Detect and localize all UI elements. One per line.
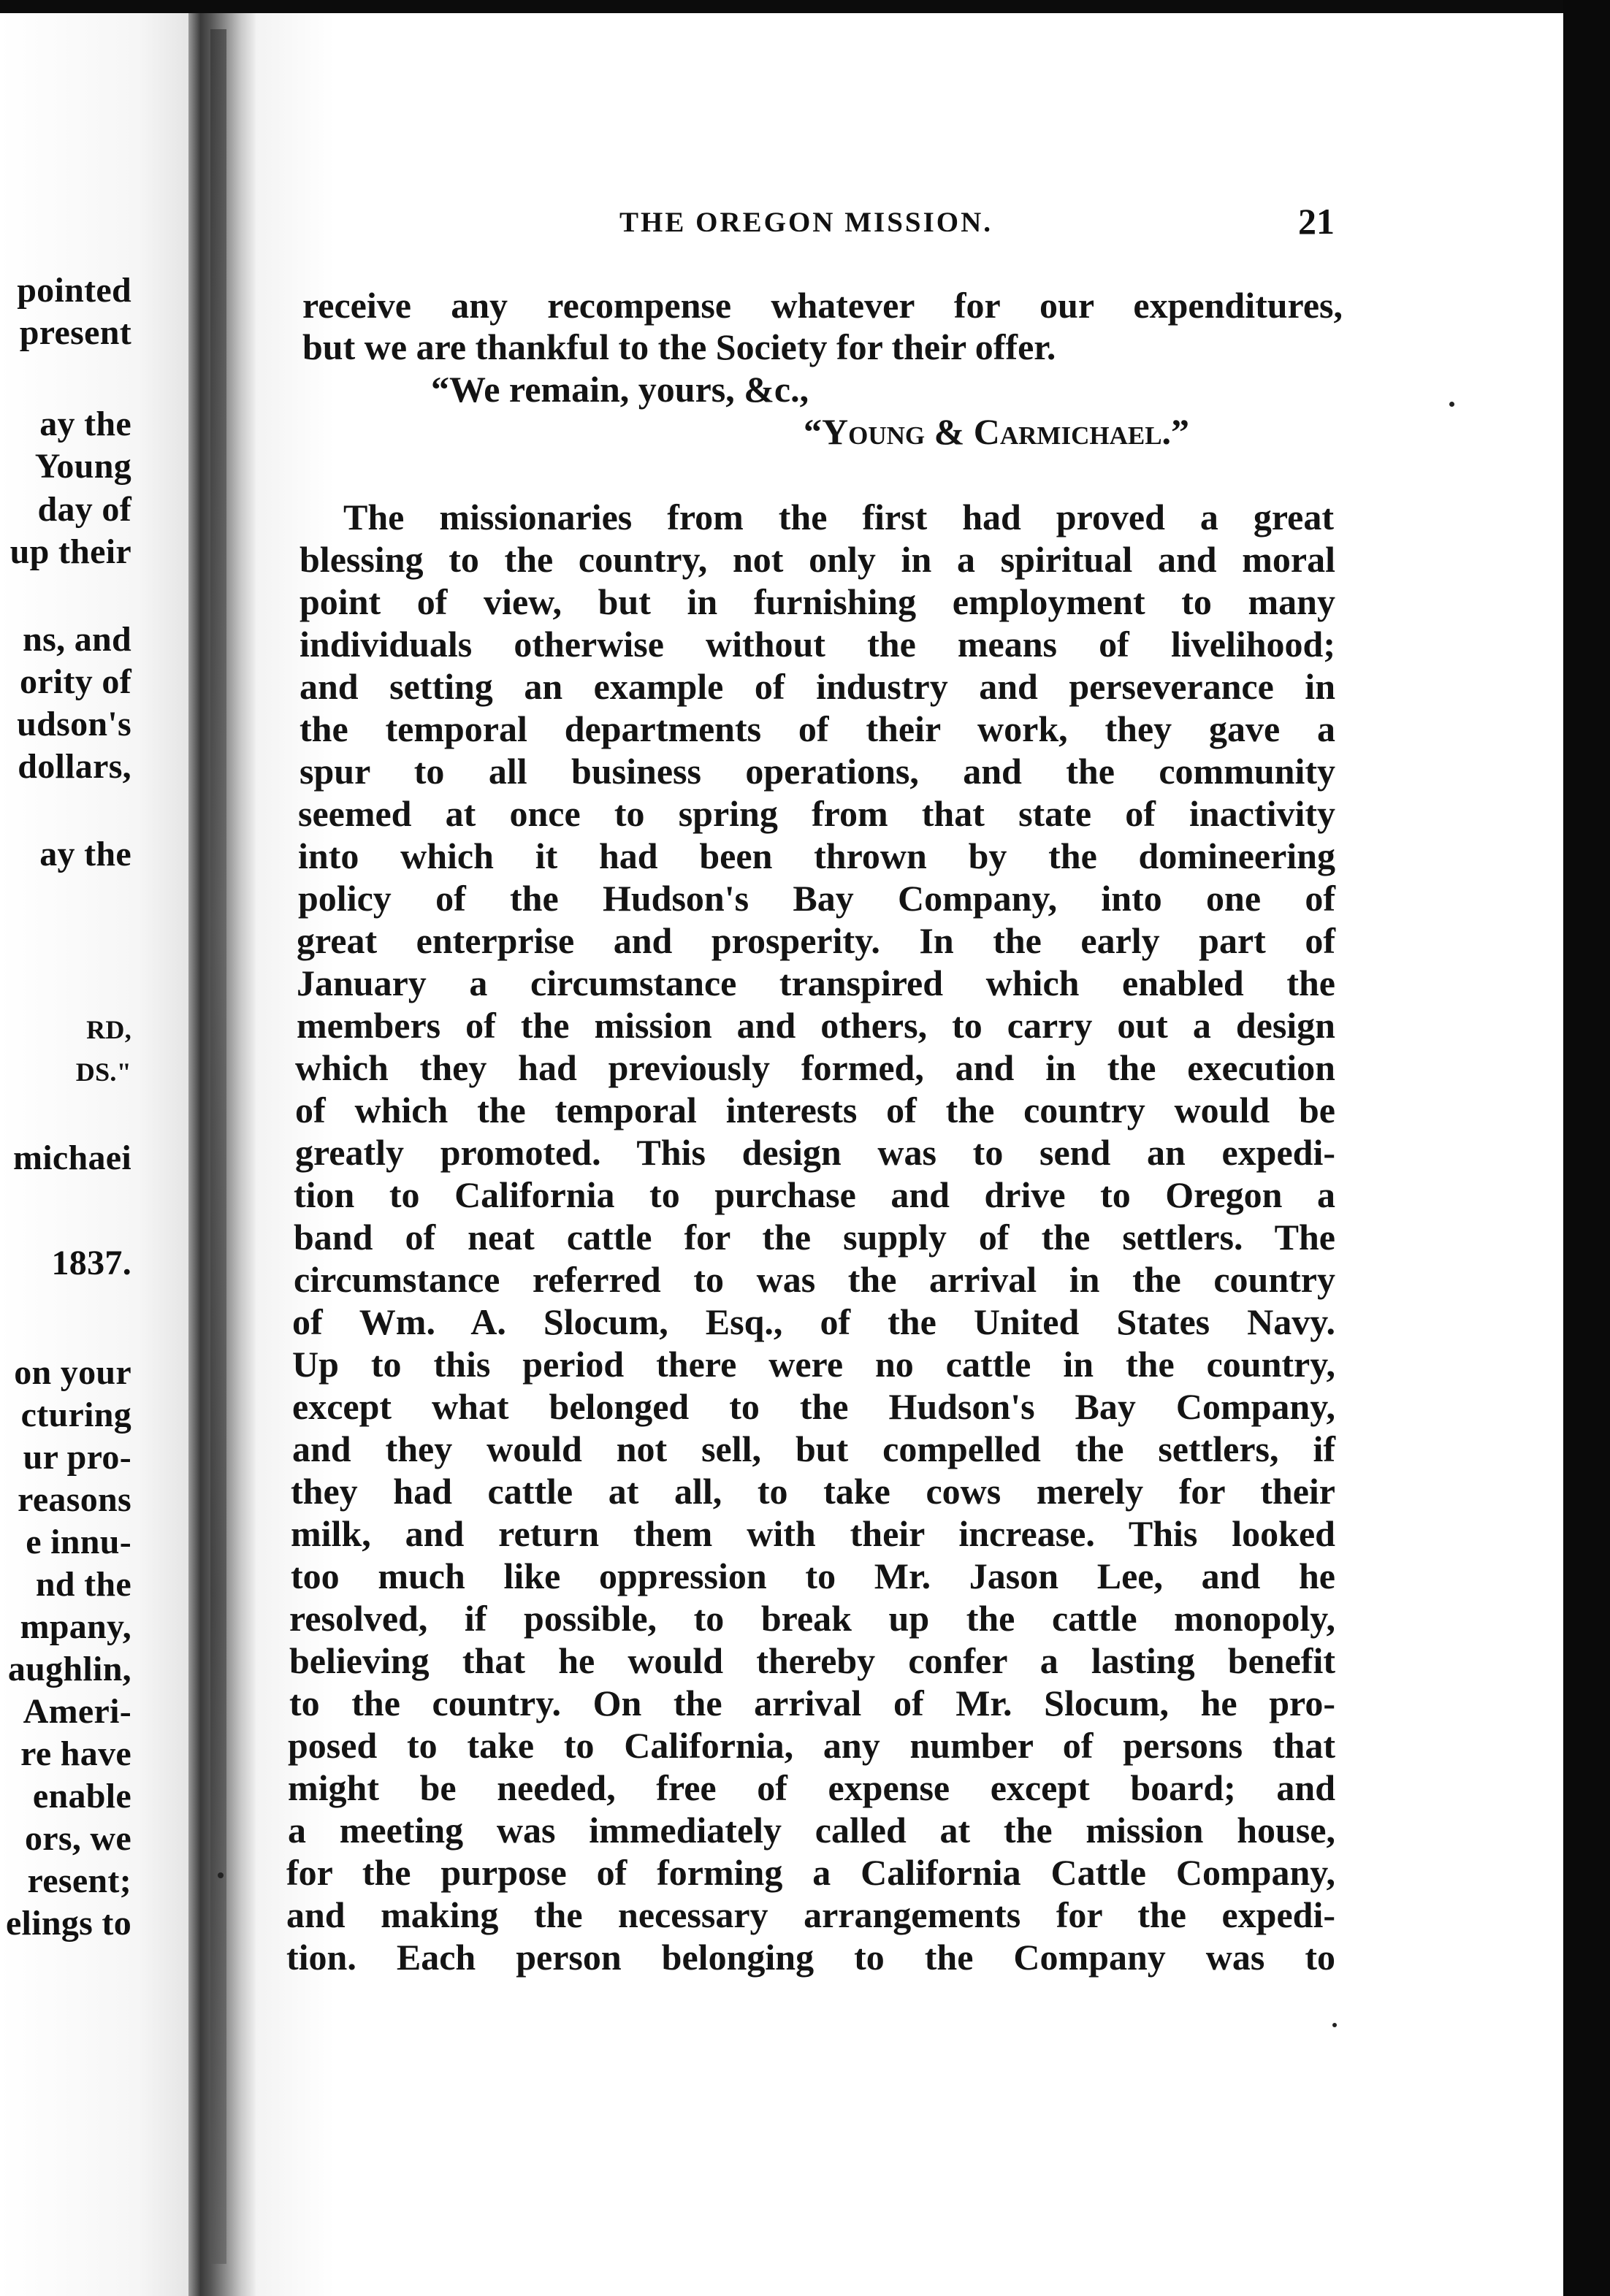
left-fragment-line: ority of: [19, 662, 131, 701]
left-fragment-line: reasons: [18, 1480, 131, 1519]
letter-signature: “Young & Carmichael.”: [804, 411, 1190, 452]
left-fragment-line: up their: [9, 532, 131, 571]
left-fragment-line: ay the: [39, 835, 131, 873]
body-text-line: greatly promoted. This design was to send an expedi-: [295, 1132, 1335, 1173]
body-text-line: point of view, but in furnishing employment to many: [300, 581, 1335, 622]
left-fragment-line: elings to: [5, 1904, 131, 1943]
left-fragment-line: resent;: [27, 1861, 131, 1900]
body-text-line: of Wm. A. Slocum, Esq., of the United States Navy.: [292, 1301, 1335, 1342]
facing-left-page: [0, 0, 197, 2296]
left-fragment-line: present: [19, 313, 131, 352]
left-fragment-line: dollars,: [18, 747, 131, 786]
left-fragment-line: cturing: [20, 1396, 131, 1434]
left-fragment-line: pointed: [17, 271, 131, 310]
body-text-line: they had cattle at all, to take cows merely for their: [291, 1471, 1335, 1512]
body-text-line: spur to all business operations, and the community: [300, 751, 1335, 792]
left-page-text-fragments: [0, 0, 197, 2296]
left-fragment-line: DS.": [75, 1057, 131, 1087]
letter-closing: “We remain, yours, &c.,: [431, 369, 809, 410]
left-fragment-line: ns, and: [23, 620, 131, 659]
body-text-line: members of the mission and others, to carry out a design: [297, 1005, 1335, 1046]
body-text-line: of which the temporal interests of the country would be: [295, 1090, 1335, 1130]
body-text-line: policy of the Hudson's Bay Company, into one of: [298, 878, 1335, 919]
body-text-line: resolved, if possible, to break up the cattle monopoly,: [289, 1598, 1335, 1639]
body-text-line: individuals otherwise without the means of livelihood;: [300, 624, 1335, 665]
body-text-line: the temporal departments of their work, they gave a: [300, 708, 1335, 749]
body-text-line: believing that he would thereby confer a lasting benefit: [289, 1640, 1335, 1681]
body-text-line: tion. Each person belonging to the Company was to: [286, 1937, 1335, 1978]
left-fragment-line: Ameri-: [23, 1692, 131, 1731]
left-fragment-line: mpany,: [20, 1607, 131, 1646]
left-fragment-line: michaei: [12, 1139, 131, 1177]
running-head-title: THE OREGON MISSION.: [619, 207, 993, 238]
body-text-line: milk, and return them with their increase. This looked: [291, 1513, 1335, 1554]
left-fragment-line: 1837.: [51, 1244, 131, 1282]
gutter-shadow: [210, 29, 226, 2264]
body-text-line: and making the necessary arrangements for the expedi-: [286, 1894, 1335, 1935]
body-text-line: and setting an example of industry and perseverance in: [300, 666, 1335, 707]
left-fragment-line: re have: [20, 1734, 131, 1773]
body-text-line: receive any recompense whatever for our expenditures,: [302, 285, 1343, 326]
body-text-line: but we are thankful to the Society for their offer.: [302, 326, 1056, 367]
body-text-line: The missionaries from the first had proved a great: [343, 497, 1334, 537]
body-text-line: January a circumstance transpired which enabled the: [297, 963, 1335, 1003]
body-text-line: except what belonged to the Hudson's Bay Company,: [292, 1386, 1335, 1427]
left-fragment-line: day of: [37, 490, 131, 529]
left-fragment-line: enable: [32, 1777, 131, 1815]
left-fragment-line: e innu-: [26, 1523, 131, 1561]
left-fragment-line: nd the: [35, 1565, 131, 1604]
body-text-line: band of neat cattle for the supply of the settlers. The: [294, 1217, 1335, 1258]
body-text-line: into which it had been thrown by the domineering: [298, 835, 1335, 876]
body-text-line: too much like oppression to Mr. Jason Lee, and he: [291, 1555, 1335, 1596]
left-fragment-line: udson's: [17, 705, 131, 743]
body-text-line: tion to California to purchase and drive to Oregon a: [294, 1174, 1335, 1215]
body-text-line: circumstance referred to was the arrival in the country: [294, 1259, 1335, 1300]
left-fragment-line: ur pro-: [23, 1438, 131, 1477]
left-fragment-line: ors, we: [24, 1819, 131, 1858]
body-text-line: blessing to the country, not only in a spiritual and moral: [300, 539, 1335, 580]
left-fragment-line: Young: [34, 447, 131, 486]
body-text-line: seemed at once to spring from that state of inactivity: [298, 793, 1335, 834]
page-number: 21: [1298, 201, 1335, 242]
left-fragment-line: aughlin,: [7, 1650, 131, 1688]
scan-border-right: [1563, 0, 1610, 2296]
body-text-line: for the purpose of forming a California Cattle Company,: [286, 1852, 1335, 1893]
left-fragment-line: RD,: [86, 1015, 131, 1044]
body-text-line: posed to take to California, any number of persons that: [288, 1725, 1335, 1766]
body-text-line: great enterprise and prosperity. In the early part of: [297, 920, 1335, 961]
body-text-line: which they had previously formed, and in the execution: [295, 1047, 1335, 1088]
left-fragment-line: ay the: [39, 405, 131, 443]
scan-border-top: [0, 0, 1610, 13]
scan-speck: [1332, 2023, 1337, 2027]
body-text-line: Up to this period there were no cattle in the country,: [292, 1344, 1335, 1385]
body-text-line: a meeting was immediately called at the mission house,: [288, 1810, 1335, 1851]
body-text-line: might be needed, free of expense except board; and: [288, 1767, 1335, 1808]
body-text-line: and they would not sell, but compelled the settlers, if: [292, 1428, 1335, 1469]
scan-speck: [218, 1872, 224, 1878]
body-text-line: to the country. On the arrival of Mr. Slocum, he pro-: [289, 1683, 1335, 1723]
left-fragment-line: on your: [14, 1353, 131, 1392]
scan-speck: [1449, 402, 1454, 407]
